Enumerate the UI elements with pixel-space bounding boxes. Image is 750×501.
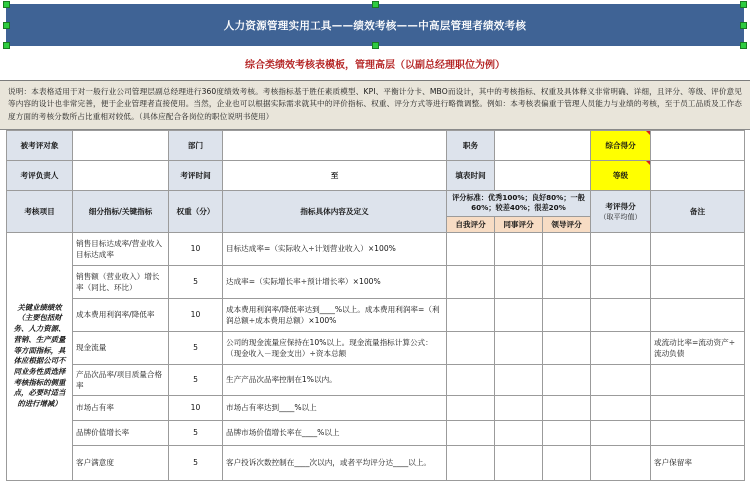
row-weight: 5 [169, 364, 223, 395]
row-indicator: 销售额（营业收入）增长率（同比、环比） [73, 265, 169, 298]
table-row [7, 232, 745, 265]
label-review-period: 考评时间 [169, 160, 223, 190]
field-department[interactable] [223, 130, 447, 160]
row-peer-score[interactable] [495, 265, 543, 298]
row-remark[interactable] [651, 232, 745, 265]
row-weight: 10 [169, 395, 223, 420]
selection-handle-top-right[interactable] [740, 1, 747, 8]
row-remark[interactable]: 客户保留率 [651, 445, 745, 480]
row-peer-score[interactable] [495, 364, 543, 395]
selection-handle-middle-left[interactable] [3, 22, 10, 29]
row-remark[interactable] [651, 395, 745, 420]
field-reviewer[interactable] [73, 160, 169, 190]
banner-background[interactable] [6, 4, 744, 46]
field-position[interactable] [495, 130, 591, 160]
row-self-score[interactable] [447, 395, 495, 420]
row-peer-score[interactable] [495, 298, 543, 331]
header-definition: 指标具体内容及定义 [223, 190, 447, 232]
row-leader-score[interactable] [543, 420, 591, 445]
field-fill-date[interactable] [495, 160, 591, 190]
row-weight: 5 [169, 331, 223, 364]
table-header-row-1 [7, 190, 745, 216]
row-definition: 达成率=（实际增长率÷预计增长率）×100% [223, 265, 447, 298]
row-peer-score[interactable] [495, 445, 543, 480]
selection-handle-bottom-center[interactable] [372, 42, 379, 49]
row-indicator: 产品次品率/项目质量合格率 [73, 364, 169, 395]
header-leader-score: 领导评分 [543, 216, 591, 232]
table-row [7, 298, 745, 331]
row-peer-score[interactable] [495, 331, 543, 364]
row-weight: 5 [169, 265, 223, 298]
row-result-score[interactable] [591, 395, 651, 420]
row-indicator: 现金流量 [73, 331, 169, 364]
row-indicator: 客户满意度 [73, 445, 169, 480]
selection-handle-top-center[interactable] [372, 1, 379, 8]
row-leader-score[interactable] [543, 232, 591, 265]
label-department: 部门 [169, 130, 223, 160]
header-score-standard: 评分标准：优秀100%；良好80%；一般60%；较差40%；很差20% [447, 190, 591, 216]
header-self-score: 自我评分 [447, 216, 495, 232]
row-weight: 10 [169, 232, 223, 265]
row-self-score[interactable] [447, 445, 495, 480]
identity-row-2 [7, 160, 745, 190]
selection-handle-bottom-left[interactable] [3, 42, 10, 49]
identity-row-1 [7, 130, 745, 160]
label-subject: 被考评对象 [7, 130, 73, 160]
table-row [7, 364, 745, 395]
row-leader-score[interactable] [543, 395, 591, 420]
table-row [7, 395, 745, 420]
row-indicator: 销售目标达成率/营业收入目标达成率 [73, 232, 169, 265]
header-result-title: 考评得分 [605, 201, 636, 211]
header-result [591, 190, 651, 232]
row-result-score[interactable] [591, 445, 651, 480]
header-weight: 权重（分） [169, 190, 223, 232]
row-leader-score[interactable] [543, 364, 591, 395]
row-peer-score[interactable] [495, 420, 543, 445]
table-row [7, 445, 745, 480]
row-self-score[interactable] [447, 265, 495, 298]
row-self-score[interactable] [447, 331, 495, 364]
table-row [7, 331, 745, 364]
category-key-performance: 关键业绩绩效（主要包括财务、人力资源、营销、生产质量等方面指标，具体应根据公司不同业务性质选择考核指标的侧重点，必要时适当的进行增减） [7, 232, 73, 480]
row-indicator: 品牌价值增长率 [73, 420, 169, 445]
row-result-score[interactable] [591, 364, 651, 395]
row-self-score[interactable] [447, 232, 495, 265]
row-definition: 目标达成率=（实际收入÷计划营业收入）×100% [223, 232, 447, 265]
field-grade[interactable] [651, 160, 745, 190]
row-peer-score[interactable] [495, 395, 543, 420]
header-item: 考核项目 [7, 190, 73, 232]
row-self-score[interactable] [447, 364, 495, 395]
subtitle-text: 综合类绩效考核表模板，管理高层（以副总经理职位为例） [245, 59, 505, 71]
header-peer-score: 同事评分 [495, 216, 543, 232]
label-fill-date: 填表时间 [447, 160, 495, 190]
row-indicator: 成本费用利润率/降低率 [73, 298, 169, 331]
row-remark[interactable] [651, 364, 745, 395]
row-result-score[interactable] [591, 331, 651, 364]
row-result-score[interactable] [591, 265, 651, 298]
table-row [7, 265, 745, 298]
instruction-note: 说明：本表格适用于对一般行业公司管理层副总经理进行360度绩效考核。考核指标基于胜任素质模型、KPI、平衡计分卡、MBO而设计，其中的考核指标、权重及具体释义非常明确、详细，且评分、等级、评价意见等内容的设计也非常完善，便于企业管理者直接使用。当然，企业也可以根据实际需求就其中的评价指标、权重、评分方式等进行略微调整。例如：本考核表偏重于管理人员能力与业绩的考核，至于员工品质及工作态度方面的考核分数所占比重相对较低。（具体应配合各岗位的职位说明书使用） [0, 81, 750, 130]
field-subject[interactable] [73, 130, 169, 160]
field-total-score[interactable] [651, 130, 745, 160]
row-definition: 客户投诉次数控制在____次以内，或者平均评分达____以上。 [223, 445, 447, 480]
row-weight: 5 [169, 420, 223, 445]
row-definition: 生产产品次品率控制在1%以内。 [223, 364, 447, 395]
appraisal-table [6, 130, 745, 481]
row-definition: 市场占有率达到____%以上 [223, 395, 447, 420]
selection-handle-middle-right[interactable] [740, 22, 747, 29]
row-definition: 成本费用利润率/降低率达到____%以上。成本费用利润率=（利润总额÷成本费用总额）×100% [223, 298, 447, 331]
label-reviewer: 考评负责人 [7, 160, 73, 190]
selection-handle-bottom-right[interactable] [740, 42, 747, 49]
row-weight: 5 [169, 445, 223, 480]
banner-shape[interactable] [6, 4, 744, 46]
row-leader-score[interactable] [543, 331, 591, 364]
label-position: 职务 [447, 130, 495, 160]
row-peer-score[interactable] [495, 232, 543, 265]
header-remark: 备注 [651, 190, 745, 232]
subtitle-row [0, 46, 750, 81]
selection-handle-top-left[interactable] [3, 1, 10, 8]
row-result-score[interactable] [591, 420, 651, 445]
row-leader-score[interactable] [543, 298, 591, 331]
row-self-score[interactable] [447, 420, 495, 445]
row-leader-score[interactable] [543, 445, 591, 480]
row-weight: 10 [169, 298, 223, 331]
row-result-score[interactable] [591, 298, 651, 331]
label-total-score: 综合得分 [591, 130, 651, 160]
row-definition: 公司的现金流量应保持在10%以上。现金流量指标计算公式：（现金收入－现金支出）÷资本总额 [223, 331, 447, 364]
header-subindex: 细分指标/关键指标 [73, 190, 169, 232]
table-row [7, 420, 745, 445]
field-review-period[interactable]: 至 [223, 160, 447, 190]
label-grade: 等级 [591, 160, 651, 190]
header-result-subtitle: （取平均值） [599, 212, 642, 221]
row-indicator: 市场占有率 [73, 395, 169, 420]
row-result-score[interactable] [591, 232, 651, 265]
row-self-score[interactable] [447, 298, 495, 331]
row-remark[interactable]: 或流动比率=流动资产÷流动负债 [651, 331, 745, 364]
row-remark[interactable] [651, 298, 745, 331]
row-definition: 品牌市场价值增长率在____%以上 [223, 420, 447, 445]
banner-title: 人力资源管理实用工具——绩效考核——中高层管理者绩效考核 [223, 19, 527, 32]
row-remark[interactable] [651, 420, 745, 445]
row-remark[interactable] [651, 265, 745, 298]
row-leader-score[interactable] [543, 265, 591, 298]
